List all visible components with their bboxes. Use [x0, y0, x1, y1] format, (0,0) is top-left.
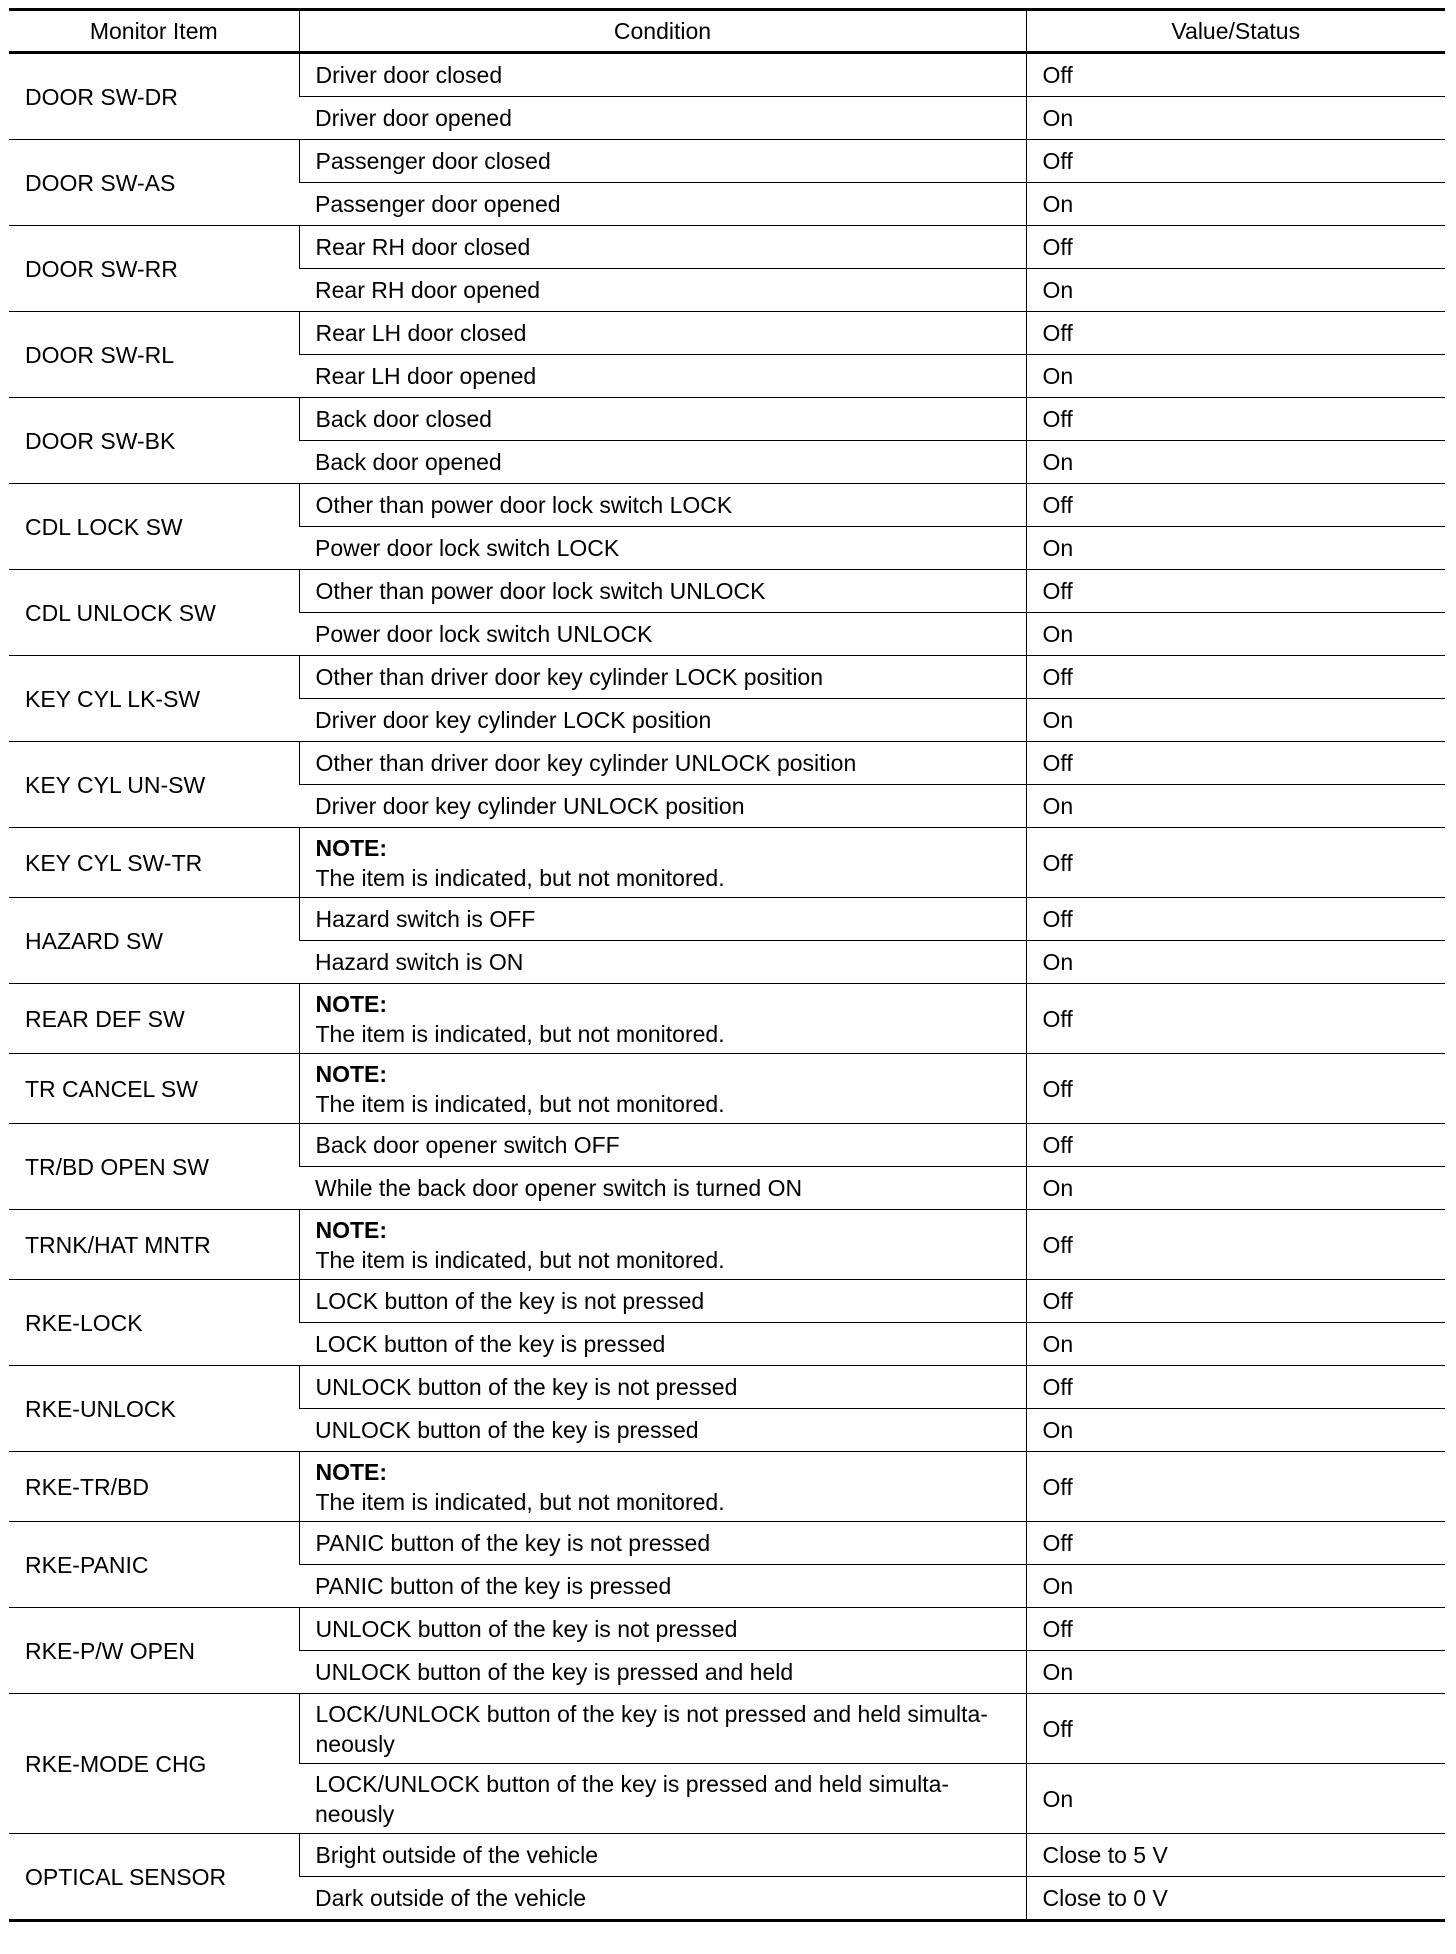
- value-status-cell: On: [1026, 613, 1445, 656]
- monitor-item-cell: RKE-LOCK: [9, 1280, 299, 1366]
- condition-cell: LOCK button of the key is pressed: [299, 1323, 1026, 1366]
- condition-cell: Back door opener switch OFF: [299, 1124, 1026, 1167]
- condition-cell: Power door lock switch UNLOCK: [299, 613, 1026, 656]
- monitor-item-cell: DOOR SW-AS: [9, 140, 299, 226]
- condition-cell: Rear RH door opened: [299, 269, 1026, 312]
- monitor-item-cell: RKE-TR/BD: [9, 1452, 299, 1522]
- note-label: NOTE:: [315, 834, 388, 861]
- value-status-cell: Off: [1026, 656, 1445, 699]
- monitor-item-cell: KEY CYL UN-SW: [9, 742, 299, 828]
- table-row: [9, 1694, 1445, 1764]
- table-row: [9, 1054, 1445, 1124]
- condition-cell: Hazard switch is OFF: [299, 898, 1026, 941]
- condition-cell: LOCK/UNLOCK button of the key is pressed and held simulta-neously: [299, 1764, 1026, 1834]
- monitor-item-cell: RKE-UNLOCK: [9, 1366, 299, 1452]
- table-row: [9, 828, 1445, 898]
- table-row: [9, 398, 1445, 441]
- table-row: [9, 226, 1445, 269]
- note-text: The item is indicated, but not monitored.: [315, 1488, 725, 1515]
- value-status-cell: Off: [1026, 1608, 1445, 1651]
- condition-cell: Driver door key cylinder LOCK position: [299, 699, 1026, 742]
- condition-cell: [299, 1452, 1026, 1522]
- condition-cell: Back door opened: [299, 441, 1026, 484]
- value-status-cell: On: [1026, 1409, 1445, 1452]
- header-monitor-item: Monitor Item: [9, 10, 299, 53]
- monitor-item-cell: TRNK/HAT MNTR: [9, 1210, 299, 1280]
- note-text: The item is indicated, but not monitored.: [315, 1246, 725, 1273]
- table-row: [9, 1834, 1445, 1877]
- condition-cell: UNLOCK button of the key is pressed and held: [299, 1651, 1026, 1694]
- condition-cell: [299, 828, 1026, 898]
- monitor-item-table: [9, 8, 1445, 1922]
- monitor-item-cell: TR/BD OPEN SW: [9, 1124, 299, 1210]
- condition-cell: Rear RH door closed: [299, 226, 1026, 269]
- table-row: [9, 140, 1445, 183]
- value-status-cell: Off: [1026, 984, 1445, 1054]
- value-status-cell: On: [1026, 1651, 1445, 1694]
- value-status-cell: On: [1026, 941, 1445, 984]
- table-body: [9, 53, 1445, 1921]
- condition-cell: UNLOCK button of the key is not pressed: [299, 1366, 1026, 1409]
- value-status-cell: On: [1026, 183, 1445, 226]
- note-text: The item is indicated, but not monitored.: [315, 1020, 725, 1047]
- header-condition: Condition: [299, 10, 1026, 53]
- value-status-cell: Off: [1026, 53, 1445, 97]
- monitor-item-cell: RKE-MODE CHG: [9, 1694, 299, 1834]
- monitor-item-cell: REAR DEF SW: [9, 984, 299, 1054]
- monitor-item-cell: DOOR SW-RR: [9, 226, 299, 312]
- value-status-cell: Off: [1026, 828, 1445, 898]
- note-label: NOTE:: [315, 1458, 388, 1485]
- monitor-item-cell: RKE-PANIC: [9, 1522, 299, 1608]
- value-status-cell: Off: [1026, 312, 1445, 355]
- value-status-cell: Close to 0 V: [1026, 1877, 1445, 1921]
- value-status-cell: Off: [1026, 898, 1445, 941]
- table-row: [9, 742, 1445, 785]
- condition-cell: [299, 1054, 1026, 1124]
- value-status-cell: Off: [1026, 398, 1445, 441]
- value-status-cell: On: [1026, 441, 1445, 484]
- note-label: NOTE:: [315, 990, 388, 1017]
- table-row: [9, 898, 1445, 941]
- condition-cell: Power door lock switch LOCK: [299, 527, 1026, 570]
- value-status-cell: On: [1026, 699, 1445, 742]
- value-status-cell: Close to 5 V: [1026, 1834, 1445, 1877]
- note-label: NOTE:: [315, 1060, 388, 1087]
- table-row: [9, 1452, 1445, 1522]
- value-status-cell: On: [1026, 785, 1445, 828]
- condition-cell: UNLOCK button of the key is not pressed: [299, 1608, 1026, 1651]
- monitor-item-cell: CDL LOCK SW: [9, 484, 299, 570]
- condition-cell: Rear LH door closed: [299, 312, 1026, 355]
- table-row: [9, 1608, 1445, 1651]
- table-row: [9, 312, 1445, 355]
- value-status-cell: On: [1026, 97, 1445, 140]
- condition-cell: Back door closed: [299, 398, 1026, 441]
- condition-cell: PANIC button of the key is pressed: [299, 1565, 1026, 1608]
- monitor-item-cell: DOOR SW-DR: [9, 53, 299, 140]
- value-status-cell: On: [1026, 1323, 1445, 1366]
- condition-cell: Other than driver door key cylinder UNLOCK position: [299, 742, 1026, 785]
- condition-cell: LOCK/UNLOCK button of the key is not pressed and held simulta-neously: [299, 1694, 1026, 1764]
- table-row: [9, 53, 1445, 97]
- table-row: [9, 984, 1445, 1054]
- condition-cell: PANIC button of the key is not pressed: [299, 1522, 1026, 1565]
- monitor-item-cell: RKE-P/W OPEN: [9, 1608, 299, 1694]
- value-status-cell: Off: [1026, 1366, 1445, 1409]
- value-status-cell: Off: [1026, 226, 1445, 269]
- table-row: [9, 1124, 1445, 1167]
- value-status-cell: Off: [1026, 1522, 1445, 1565]
- condition-cell: Other than power door lock switch LOCK: [299, 484, 1026, 527]
- condition-cell: Bright outside of the vehicle: [299, 1834, 1026, 1877]
- table-row: [9, 1210, 1445, 1280]
- table-row: [9, 1366, 1445, 1409]
- monitor-item-cell: OPTICAL SENSOR: [9, 1834, 299, 1921]
- value-status-cell: Off: [1026, 484, 1445, 527]
- monitor-item-cell: KEY CYL SW-TR: [9, 828, 299, 898]
- table-row: [9, 656, 1445, 699]
- monitor-item-cell: DOOR SW-BK: [9, 398, 299, 484]
- condition-cell: While the back door opener switch is turned ON: [299, 1167, 1026, 1210]
- monitor-item-cell: DOOR SW-RL: [9, 312, 299, 398]
- condition-cell: UNLOCK button of the key is pressed: [299, 1409, 1026, 1452]
- condition-cell: Other than power door lock switch UNLOCK: [299, 570, 1026, 613]
- value-status-cell: On: [1026, 1764, 1445, 1834]
- value-status-cell: On: [1026, 1565, 1445, 1608]
- value-status-cell: Off: [1026, 1210, 1445, 1280]
- header-value-status: Value/Status: [1026, 10, 1445, 53]
- value-status-cell: On: [1026, 527, 1445, 570]
- note-label: NOTE:: [315, 1216, 388, 1243]
- value-status-cell: Off: [1026, 1054, 1445, 1124]
- condition-cell: LOCK button of the key is not pressed: [299, 1280, 1026, 1323]
- monitor-item-cell: KEY CYL LK-SW: [9, 656, 299, 742]
- monitor-item-cell: HAZARD SW: [9, 898, 299, 984]
- condition-cell: [299, 984, 1026, 1054]
- condition-cell: Driver door closed: [299, 53, 1026, 97]
- value-status-cell: Off: [1026, 1452, 1445, 1522]
- condition-cell: Passenger door closed: [299, 140, 1026, 183]
- table-row: [9, 1280, 1445, 1323]
- value-status-cell: Off: [1026, 1280, 1445, 1323]
- table-row: [9, 570, 1445, 613]
- condition-cell: Driver door opened: [299, 97, 1026, 140]
- value-status-cell: On: [1026, 355, 1445, 398]
- condition-cell: [299, 1210, 1026, 1280]
- condition-cell: Other than driver door key cylinder LOCK position: [299, 656, 1026, 699]
- condition-cell: Passenger door opened: [299, 183, 1026, 226]
- condition-cell: Rear LH door opened: [299, 355, 1026, 398]
- monitor-item-cell: TR CANCEL SW: [9, 1054, 299, 1124]
- value-status-cell: Off: [1026, 742, 1445, 785]
- condition-cell: Driver door key cylinder UNLOCK position: [299, 785, 1026, 828]
- monitor-item-cell: CDL UNLOCK SW: [9, 570, 299, 656]
- note-text: The item is indicated, but not monitored.: [315, 1090, 725, 1117]
- value-status-cell: Off: [1026, 1124, 1445, 1167]
- value-status-cell: On: [1026, 1167, 1445, 1210]
- table-header-row: [9, 10, 1445, 53]
- condition-cell: Hazard switch is ON: [299, 941, 1026, 984]
- value-status-cell: Off: [1026, 1694, 1445, 1764]
- table-row: [9, 484, 1445, 527]
- note-text: The item is indicated, but not monitored.: [315, 864, 725, 891]
- value-status-cell: On: [1026, 269, 1445, 312]
- value-status-cell: Off: [1026, 570, 1445, 613]
- table-row: [9, 1522, 1445, 1565]
- value-status-cell: Off: [1026, 140, 1445, 183]
- condition-cell: Dark outside of the vehicle: [299, 1877, 1026, 1921]
